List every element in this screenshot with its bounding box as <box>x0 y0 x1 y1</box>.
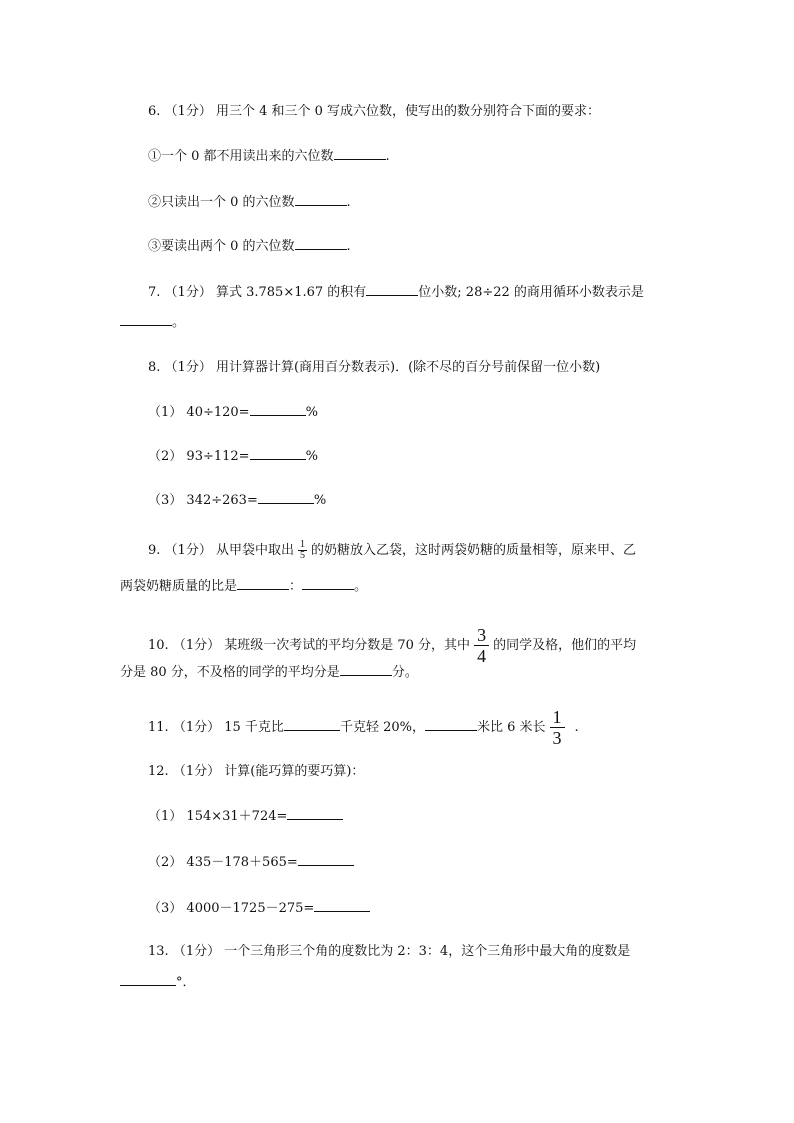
q13-continuation <box>120 972 196 993</box>
q11-blank-1[interactable] <box>284 717 340 731</box>
q12-part-1-label: （1） <box>148 809 183 824</box>
q10-text-a: 某班级一次考试的平均分数是 70 分，其中 <box>224 638 471 653</box>
q11-points: （1分） <box>172 720 221 735</box>
q9-text-c: 两袋奶糖质量的比是 <box>120 579 238 594</box>
q8-part-2-expr: 93÷112= <box>186 449 250 464</box>
q12-part-1 <box>148 806 343 827</box>
q8-part-2-unit: % <box>305 449 318 464</box>
q13-text-a: 一个三角形三个角的度数比为 2：3：4，这个三角形中最大角的度数是 <box>224 944 631 959</box>
q6-part-1-text: ①一个 0 都不用读出来的六位数 <box>148 149 334 164</box>
q6-part-1 <box>148 146 390 167</box>
q8-stem <box>148 358 600 378</box>
q10-blank[interactable] <box>340 662 392 676</box>
q8-part-2-label: （2） <box>148 449 183 464</box>
q7-blank-1[interactable] <box>366 282 418 296</box>
q13-points: （1分） <box>172 944 221 959</box>
q9-blank-1[interactable] <box>237 576 289 590</box>
q11-text-a: 15 千克比 <box>224 720 284 735</box>
q7-points: （1分） <box>164 285 212 300</box>
q10-frac-numerator: 3 <box>474 626 489 646</box>
q6-blank-2[interactable] <box>295 192 347 206</box>
q13-stem <box>148 942 630 962</box>
q8-blank-2[interactable] <box>250 446 306 460</box>
q8-number: 8. <box>148 360 161 375</box>
q6-part-3-text: ③要读出两个 0 的六位数 <box>148 239 295 254</box>
q9-points: （1分） <box>164 543 212 558</box>
q9-blank-2[interactable] <box>302 576 354 590</box>
q9-text-b: 的奶糖放入乙袋，这时两袋奶糖的质量相等，原来甲、乙 <box>310 543 636 558</box>
q11-fraction <box>550 708 565 747</box>
q10-number: 10. <box>148 638 169 653</box>
q6-text: 用三个 4 和三个 0 写成六位数，使写出的数分别符合下面的要求： <box>215 104 601 119</box>
q9-fraction <box>298 540 307 561</box>
q12-text: 计算(能巧算的要巧算)： <box>224 764 365 779</box>
q7-text-a: 算式 3.785×1.67 的积有 <box>215 285 367 300</box>
q7-continuation <box>120 312 185 333</box>
q6-blank-3[interactable] <box>295 236 347 250</box>
q8-part-1-expr: 40÷120= <box>186 405 250 420</box>
q11-text-d: . <box>574 720 579 735</box>
q12-blank-3[interactable] <box>314 898 370 912</box>
q11-blank-2[interactable] <box>425 717 477 731</box>
q12-stem <box>148 762 364 782</box>
q9-number: 9. <box>148 543 161 558</box>
q12-blank-2[interactable] <box>298 852 354 866</box>
q11-frac-numerator: 1 <box>550 708 565 728</box>
q8-part-2 <box>148 446 318 467</box>
q12-part-3-label: （3） <box>148 901 183 916</box>
q8-blank-3[interactable] <box>258 490 314 504</box>
q6-blank-1[interactable] <box>334 146 386 160</box>
q8-points: （1分） <box>164 360 212 375</box>
q10-text-d: 分。 <box>391 665 418 680</box>
q6-part-1-suffix: . <box>385 149 390 164</box>
q6-part-3-suffix: . <box>346 239 351 254</box>
q13-blank[interactable] <box>120 972 176 986</box>
q12-part-1-expr: 154×31＋724= <box>186 809 288 824</box>
q7-stem <box>148 282 644 303</box>
q13-text-b: °． <box>176 975 196 990</box>
q12-number: 12. <box>148 764 169 779</box>
q7-text-b: 位小数; 28÷22 的商用循环小数表示是 <box>418 285 644 300</box>
q9-continuation <box>120 576 367 597</box>
q8-part-1-unit: % <box>305 405 318 420</box>
q11-frac-denominator: 3 <box>552 728 562 748</box>
q10-frac-denominator: 4 <box>477 646 487 666</box>
q11-stem <box>148 708 579 747</box>
q7-text-c: 。 <box>172 315 186 330</box>
q8-part-3-label: （3） <box>148 493 183 508</box>
q6-part-3 <box>148 236 351 257</box>
q9-stem <box>148 540 636 561</box>
q9-text-a: 从甲袋中取出 <box>215 543 294 558</box>
q11-text-c: 米比 6 米长 <box>476 720 546 735</box>
q8-blank-1[interactable] <box>250 402 306 416</box>
q9-frac-numerator: 1 <box>299 539 305 550</box>
q10-text-b: 的同学及格，他们的平均 <box>493 638 637 653</box>
q9-colon: ： <box>289 579 303 594</box>
q12-part-3-expr: 4000－1725－275= <box>186 901 315 916</box>
q8-part-3-unit: % <box>313 493 327 508</box>
q11-text-b: 千克轻 20%， <box>339 720 425 735</box>
q12-part-2-expr: 435－178＋565= <box>186 855 298 870</box>
q8-part-1 <box>148 402 318 423</box>
q8-part-1-label: （1） <box>148 405 183 420</box>
q8-text: 用计算器计算(商用百分数表示)．(除不尽的百分号前保留一位小数) <box>215 360 601 375</box>
q10-stem <box>148 626 636 665</box>
q13-number: 13. <box>148 944 169 959</box>
q10-continuation <box>120 662 418 683</box>
q7-blank-2[interactable] <box>120 312 172 326</box>
q6-part-2-text: ②只读出一个 0 的六位数 <box>148 195 295 210</box>
q8-part-3 <box>148 490 326 511</box>
q6-number: 6. <box>148 104 161 119</box>
q12-part-3 <box>148 898 370 919</box>
q7-number: 7. <box>148 285 161 300</box>
q6-stem <box>148 102 600 122</box>
q6-points: （1分） <box>164 104 212 119</box>
q8-part-3-expr: 342÷263= <box>186 493 258 508</box>
q12-part-2-label: （2） <box>148 855 183 870</box>
q12-part-2 <box>148 852 354 873</box>
q10-fraction <box>474 626 489 665</box>
q11-number: 11. <box>148 720 169 735</box>
q12-points: （1分） <box>172 764 221 779</box>
q6-part-2 <box>148 192 351 213</box>
q9-text-d: 。 <box>354 579 368 594</box>
q10-text-c: 分是 80 分，不及格的同学的平均分是 <box>120 665 340 680</box>
q12-blank-1[interactable] <box>287 806 343 820</box>
q9-frac-denominator: 5 <box>299 550 305 561</box>
q6-part-2-suffix: . <box>346 195 351 210</box>
q10-points: （1分） <box>172 638 221 653</box>
